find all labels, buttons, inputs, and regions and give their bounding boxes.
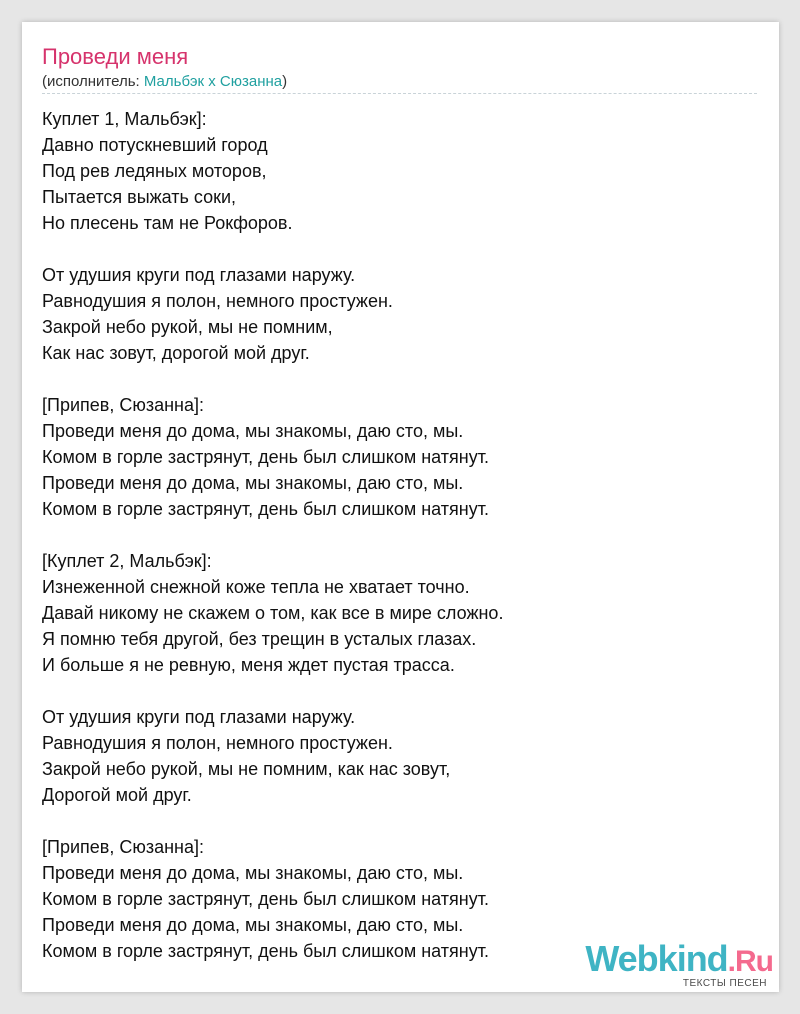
lyrics-card: [22, 22, 779, 992]
lyric-line: И больше я не ревную, меня ждет пустая трасса.: [42, 655, 455, 675]
lyric-line: Равнодушия я полон, немного простужен.: [42, 291, 393, 311]
lyric-line: Под рев ледяных моторов,: [42, 161, 267, 181]
lyric-line: Как нас зовут, дорогой мой друг.: [42, 343, 310, 363]
lyric-line: От удушия круги под глазами наружу.: [42, 265, 356, 285]
lyric-line: Проведи меня до дома, мы знакомы, даю сто, мы.: [42, 421, 464, 441]
lyric-line: Комом в горле застрянут, день был слишком натянут.: [42, 941, 489, 961]
lyric-line: [Припев, Сюзанна]:: [42, 837, 204, 857]
lyric-line: Равнодушия я полон, немного простужен.: [42, 733, 393, 753]
lyric-line: Но плесень там не Рокфоров.: [42, 213, 293, 233]
lyric-line: [Куплет 2, Мальбэк]:: [42, 551, 212, 571]
stanza-gap: [42, 522, 757, 548]
artist-link[interactable]: Мальбэк х Сюзанна: [143, 73, 283, 90]
song-title: Проведи меня: [42, 44, 189, 69]
header-divider: [42, 93, 757, 94]
lyric-line: Комом в горле застрянут, день был слишком натянут.: [42, 447, 489, 467]
stanza-gap: [42, 366, 757, 392]
lyrics-body: [42, 106, 757, 964]
lyric-line: Я помню тебя другой, без трещин в усталых глазах.: [42, 629, 477, 649]
logo-tld: .Ru: [727, 945, 773, 978]
lyric-line: Комом в горле застрянут, день был слишком натянут.: [42, 889, 489, 909]
lyric-line: Проведи меня до дома, мы знакомы, даю сто, мы.: [42, 863, 464, 883]
logo-tagline: ТЕКСТЫ ПЕСЕН: [682, 978, 767, 989]
stanza-gap: [42, 808, 757, 834]
lyric-line: Изнеженной снежной коже тепла не хватает точно.: [42, 577, 470, 597]
lyric-line: Закрой небо рукой, мы не помним,: [42, 317, 333, 337]
stanza-gap: [42, 236, 757, 262]
logo-wordmark: [585, 939, 773, 982]
lyric-line: Давно потускневший город: [42, 135, 268, 155]
lyric-line: Дорогой мой друг.: [42, 785, 192, 805]
artist-suffix: ): [282, 73, 288, 90]
site-logo[interactable]: [585, 939, 773, 989]
lyric-line: Комом в горле застрянут, день был слишком натянут.: [42, 499, 489, 519]
artist-line: [42, 73, 287, 90]
stanza-gap: [42, 678, 757, 704]
lyric-line: Проведи меня до дома, мы знакомы, даю сто, мы.: [42, 915, 464, 935]
lyric-line: Пытается выжать соки,: [42, 187, 237, 207]
logo-name: Webkind: [585, 938, 728, 979]
lyric-line: [Припев, Сюзанна]:: [42, 395, 204, 415]
lyric-line: Закрой небо рукой, мы не помним, как нас зовут,: [42, 759, 451, 779]
lyric-line: Давай никому не скажем о том, как все в мире сложно.: [42, 603, 504, 623]
lyric-line: От удушия круги под глазами наружу.: [42, 707, 356, 727]
artist-prefix: (исполнитель:: [42, 73, 144, 90]
lyric-line: Проведи меня до дома, мы знакомы, даю сто, мы.: [42, 473, 464, 493]
lyric-line: Куплет 1, Мальбэк]:: [42, 109, 207, 129]
